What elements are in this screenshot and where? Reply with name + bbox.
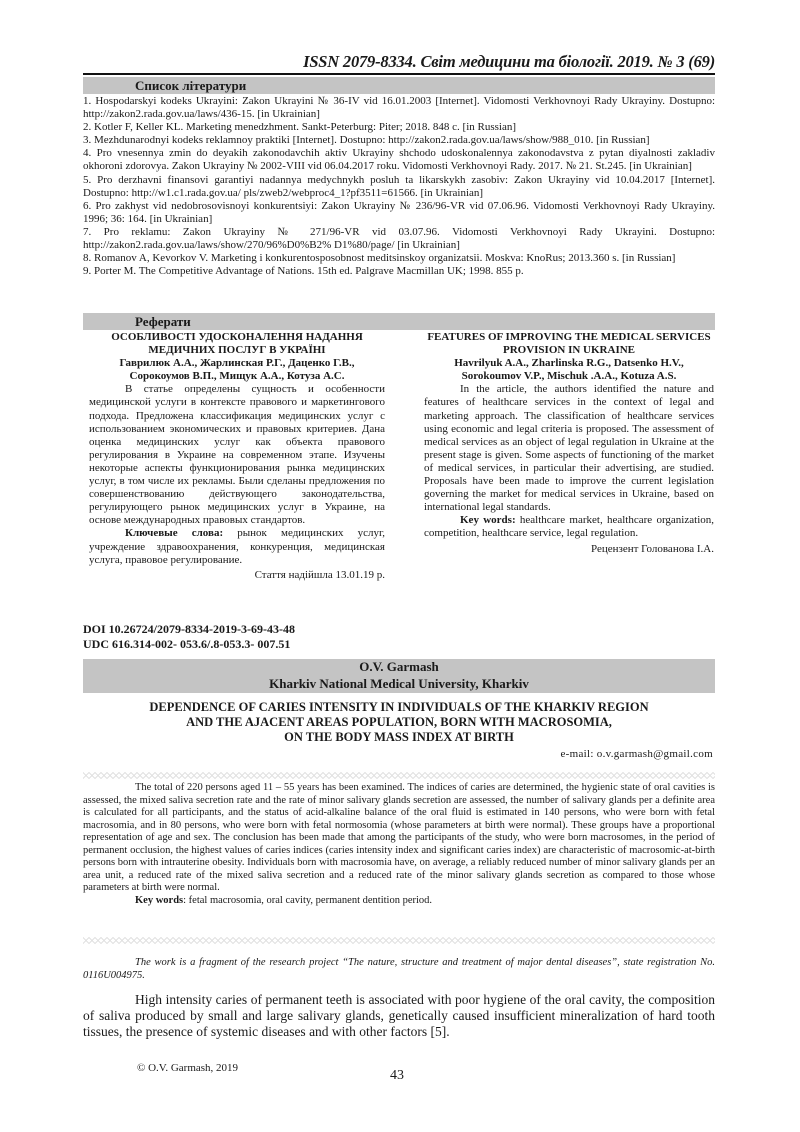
reference-item: 8. Romanov A, Kevorkov V. Marketing i konkurentosposobnost meditsinskoy organizatsii. Moskva: KnoRus; 2013.360 s. [in Russian] <box>83 252 676 265</box>
summary-keywords <box>83 895 715 908</box>
reference-item: 5. Pro derzhavni finansovi garantiyi nadannya medychnykh posluh ta likarskykh zasobiv: Zakon Ukrayiny vid 10.04.2017 [Internet]. Dostupno: http://w1.c1.rada.gov.ua/ pls/zweb2/webproc4_1?pf3511=61566. [in Ukrainian] <box>83 173 715 199</box>
keywords-label: Key words: <box>460 514 516 527</box>
reference-item: 6. Pro zakhyst vid nedobrosovisnoyi konkurentsiyi: Zakon Ukrayiny № 236/96-VR vid 07.06.96. Vidomosti Verkhovnoyi Rady Ukrayiny. 1996; 36: 164. [in Ukrainian] <box>83 199 715 225</box>
article-body <box>83 992 715 1040</box>
author-email: e-mail: o.v.garmash@gmail.com <box>560 748 713 760</box>
funding-note <box>83 957 715 982</box>
author-banner <box>83 659 715 693</box>
wavy-divider <box>83 772 715 779</box>
funding-text: The work is a fragment of the research project “The nature, structure and treatment of major dental diseases”, state registration No. 0116U004975. <box>83 957 715 981</box>
title-line: ON THE BODY MASS INDEX AT BIRTH <box>284 730 514 744</box>
header-rule <box>83 73 715 75</box>
keywords-label: Key words <box>135 894 184 906</box>
abstract-keywords <box>424 514 714 540</box>
reference-item: 2. Kotler F, Keller KL. Marketing menedzhment. Sankt-Peterburg: Piter; 2018. 848 c. [in Russian] <box>83 121 517 134</box>
wavy-divider <box>83 937 715 944</box>
reference-item: 4. Pro vnesennya zmin do deyakih zakonodavchih aktiv Ukrayiny shchodo udoskonalennya zakonodavstva z pytan diyalnosti zakladiv okhoroni zdorovya. Zakon Ukrayiny № 2002-VIII vid 06.04.2017 roku. Vidomosti Verkhovnoyi Rady. 2017. № 21. St.245. [in Ukrainian] <box>83 147 715 173</box>
page-number: 43 <box>390 1068 404 1083</box>
keywords-text: рынок медицинских услуг, учреждение здравоохранения, конкуренция, медицинская услуга, правовое регулирование. <box>89 527 385 566</box>
abstract-text: In the article, the authors identified the nature and features of healthcare services in the context of legal and marketing approach. The classification of healthcare services using economic and legal criteria is proposed. The assessment of medical services as an object of legal regulation in Ukraine at the present stage is given. Some aspects of functioning of the market of medical services, in particular their advertising, are studied. Proposals have been made to improve the current legislation governing the market for medical services in Ukraine, based on international legal standards. <box>424 383 714 514</box>
reference-item: 1. Hospodarskyi kodeks Ukrayini: Zakon Ukrayini № 36-IV vid 16.01.2003 [Internet]. Vidomosti Verkhovnoyi Rady Ukrayiny. Dostupno: http://zakon2.rada.gov.ua/laws/436-15. [in Ukrainian] <box>83 95 715 121</box>
abstract-text: В статье определены сущность и особенности медицинской услуги в контексте правового и маркетингового подхода. Предложена классификация медицинских услуг с использованием экономических и правовых критериев. Дана оценка медицинских услуг как объекта правового регулирования в Украине на современном этапе. Изучены некоторые аспекты функционирования рынка медицинских услуг, в том числе их рекламы. Были сделаны предложения по совершенствованию действующего законодательства, регулирующего рынок медицинских услуг в Украине, на основе международных правовых стандартов. <box>89 383 385 527</box>
author-name: O.V. Garmash <box>359 659 439 674</box>
title-line: DEPENDENCE OF CARIES INTENSITY IN INDIVIDUALS OF THE KHARKIV REGION <box>149 700 649 714</box>
references-heading: Список літератури <box>135 78 247 93</box>
running-header: ISSN 2079-8334. Світ медицини та біології. 2019. № 3 (69) <box>303 52 715 71</box>
title-line: AND THE AJACENT AREAS POPULATION, BORN WITH MACROSOMIA, <box>186 715 612 729</box>
udc: UDC 616.314-002- 053.6/.8-053.3- 007.51 <box>83 637 291 651</box>
summary-text: The total of 220 persons aged 11 – 55 years has been examined. The indices of caries are determined, the hygienic state of oral cavities is assessed, the mixed saliva secretion rate and the rate of minor salivary glands secretion are assessed, the number of salivary glands per a definite area is calculated for all participants, and the status of acid-alkaline balance of the oral fluid is estimated in 140 persons, who were born with fetal macrosomia, and in 80 persons, who were born with fetal normosomia (whose parameters at birth were normal). These groups have a proportional representation of age and sex. The conclusion has been made that among the participants of the study, who were born macrosomes, in the period of permanent occlusion, the highest values of caries indices (caries intensity index and significant caries index) are characteristic of macrosomic-at-birth persons born with intrauterine obesity. Individuals born with macrosomia have, on average, a reliably reduced number of minor salivary glands per an area unit, a reduced rate of the mixed saliva secretion and a reduced rate of the minor salivary glands secretion as compared to those whose parameters at birth were normal. <box>83 782 715 893</box>
article-title <box>83 700 715 745</box>
reference-item: 7. Pro reklamu: Zakon Ukrayiny № 271/96-VR vid 03.07.96. Vidomosti Verkhovnoyi Rady Ukrayini. Dostupno: http://zakon2.rada.gov.ua/laws/show/270/96%D0%B2% D1%80/page/ [in Ukrainian] <box>83 225 715 252</box>
abstract-title: FEATURES OF IMPROVING THE MEDICAL SERVICES PROVISION IN UKRAINE <box>427 331 711 357</box>
abstract-russian <box>89 331 385 582</box>
keywords-label: Ключевые слова: <box>125 527 224 540</box>
keywords-text: : fetal macrosomia, oral cavity, permanent dentition period. <box>183 894 433 906</box>
intro-paragraph: High intensity caries of permanent teeth is associated with poor hygiene of the oral cavity, the composition of saliva produced by small and large salivary glands, genetically caused insufficient mineralization of hard tooth tissues, the presence of systemic diseases and with other factors [5]. <box>83 992 715 1039</box>
reviewer: Рецензент Голованова І.А. <box>590 542 714 555</box>
author-affiliation: Kharkiv National Medical University, Kharkiv <box>269 675 529 691</box>
article-summary <box>83 782 715 907</box>
abstract-title: ОСОБЛИВОСТІ УДОСКОНАЛЕННЯ НАДАННЯ МЕДИЧНИХ ПОСЛУГ В УКРАЇНІ <box>111 331 363 357</box>
abstract-keywords <box>89 527 385 566</box>
reference-item: 3. Mezhdunarodnyi kodeks reklamnoy praktiki [Internet]. Dostupno: http://zakon2.rada.gov.ua/laws/show/988_010. [in Russian] <box>83 134 650 147</box>
reference-item: 9. Porter M. The Competitive Advantage of Nations. 15th ed. Palgrave Macmillan UK; 1998. 855 p. <box>83 265 524 278</box>
keywords-text: healthcare market, healthcare organization, competition, healthcare service, legal regulation. <box>424 514 714 540</box>
received-date: Стаття надійшла 13.01.19 р. <box>254 568 385 581</box>
article-identifiers <box>83 622 295 652</box>
references-banner <box>83 77 715 94</box>
abstracts-heading: Реферати <box>135 314 191 329</box>
doi: DOI 10.26724/2079-8334-2019-3-69-43-48 <box>83 622 295 636</box>
copyright: © O.V. Garmash, 2019 <box>137 1062 239 1074</box>
abstracts-banner <box>83 313 715 330</box>
abstract-authors: Гаврилюк А.А., Жарлинская Р.Г., Даценко Г.В., Сорокоумов В.П., Мищук А.А., Котуза А.С. <box>119 357 355 383</box>
references-list <box>83 95 715 278</box>
abstract-authors: Havrilyuk A.A., Zharlinska R.G., Datsenko H.V., Sorokoumov V.P., Mischuk .A.A., Kotuza A.S. <box>454 357 684 383</box>
abstract-english <box>424 331 714 556</box>
